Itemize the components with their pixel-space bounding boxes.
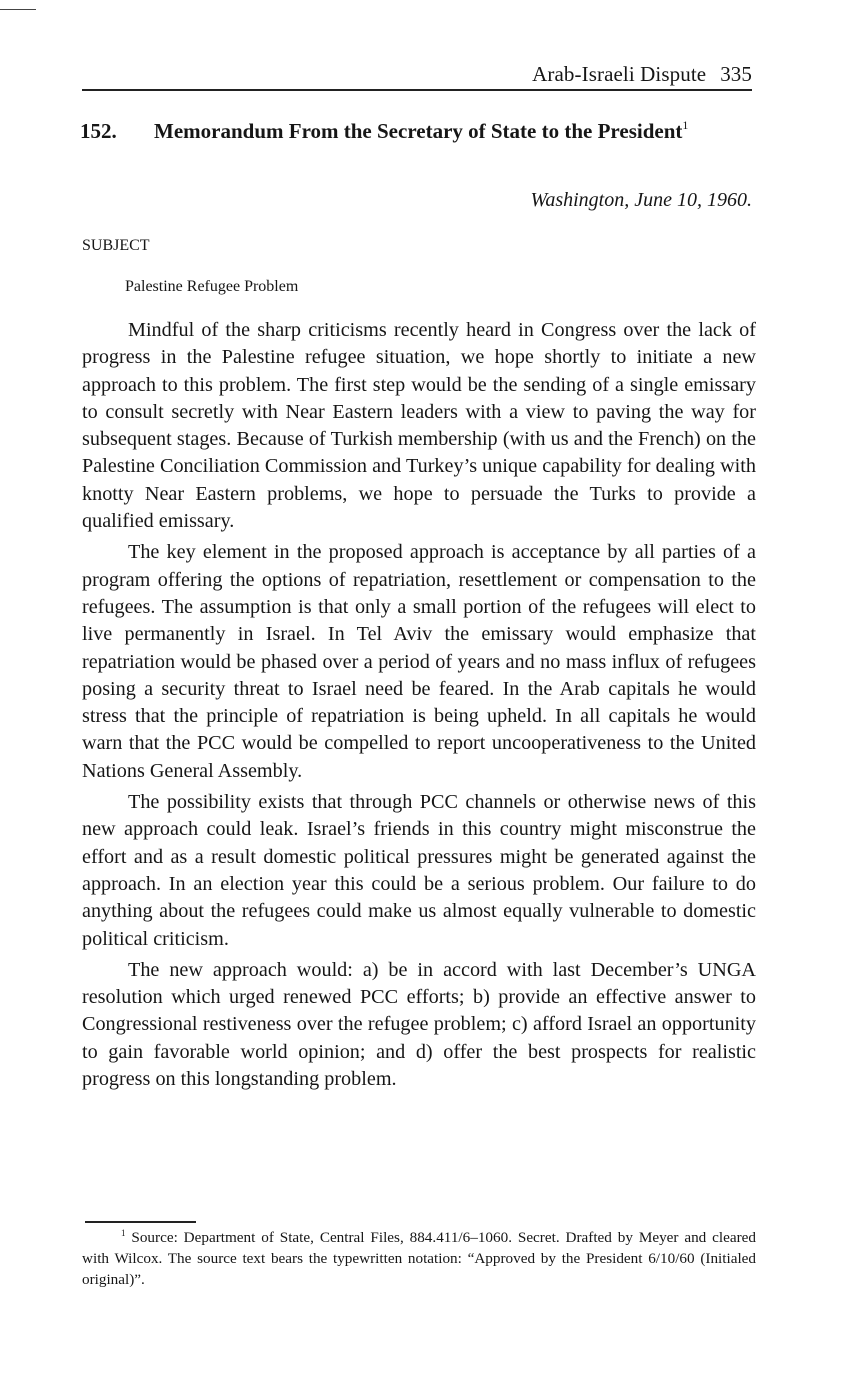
- footnote-marker: 1: [121, 1228, 126, 1238]
- subject-text: Palestine Refugee Problem: [125, 278, 299, 295]
- memorandum-body: [82, 317, 756, 1097]
- scan-corner-mark: [0, 9, 36, 10]
- document-number: 152.: [80, 119, 117, 143]
- footnote-text: Source: Department of State, Central Files, 884.411/6–1060. Secret. Drafted by Meyer and cleared with Wilcox. The source text bears the typewritten notation: “Approved by the President 6/10/60 (Initialed original)”.: [82, 1229, 756, 1288]
- page-number: 335: [720, 62, 752, 86]
- document-title: Memorandum From the Secretary of State to the President: [154, 119, 683, 143]
- footnote: [82, 1227, 756, 1290]
- running-head: [82, 61, 752, 87]
- footnote-rule: [85, 1221, 196, 1223]
- body-paragraph: The possibility exists that through PCC channels or otherwise news of this new approach could leak. Israel’s friends in this country might misconstrue the effort and as a result domestic political pressures might be generated against the approach. In an election year this could be a serious problem. Our failure to do anything about the refugees could make us almost equally vulnerable to domestic political criticism.: [82, 791, 756, 950]
- document-heading: [80, 117, 770, 145]
- body-paragraph: Mindful of the sharp criticisms recently heard in Congress over the lack of progress in the Palestine refugee situation, we hope shortly to initiate a new approach to this problem. The first step would be the sending of a single emissary to consult secretly with Near Eastern leaders with a view to paving the way for subsequent stages. Because of Turkish membership (with us and the French) on the Palestine Conciliation Commission and Turkey’s unique capability for dealing with knotty Near Eastern problems, we hope to persuade the Turks to provide a qualified emissary.: [82, 319, 756, 533]
- body-paragraph: The key element in the proposed approach is acceptance by all parties of a program offering the options of repatriation, resettlement or compensation to the refugees. The assumption is that only a small portion of the refugees will elect to live permanently in Israel. In Tel Aviv the emissary would emphasize that repatriation would be phased over a period of years and no mass influx of refugees posing a security threat to Israel need be feared. In the Arab capitals he would stress that the principle of repatriation is being upheld. In all capitals he would warn that the PCC would be compelled to report uncooperativeness to the United Nations General Assembly.: [82, 541, 756, 782]
- body-paragraph: The new approach would: a) be in accord with last December’s UNGA resolution which urged renewed PCC efforts; b) provide an effective answer to Congressional restiveness over the refugee problem; c) afford Israel an opportunity to gain favorable world opinion; and d) offer the best prospects for realistic progress on this longstanding problem.: [82, 958, 756, 1091]
- header-rule: [82, 89, 752, 91]
- running-head-title: Arab-Israeli Dispute: [532, 62, 707, 86]
- footnote-reference[interactable]: 1: [682, 118, 689, 132]
- subject-label: SUBJECT: [82, 237, 150, 254]
- dateline: Washington, June 10, 1960.: [530, 189, 752, 211]
